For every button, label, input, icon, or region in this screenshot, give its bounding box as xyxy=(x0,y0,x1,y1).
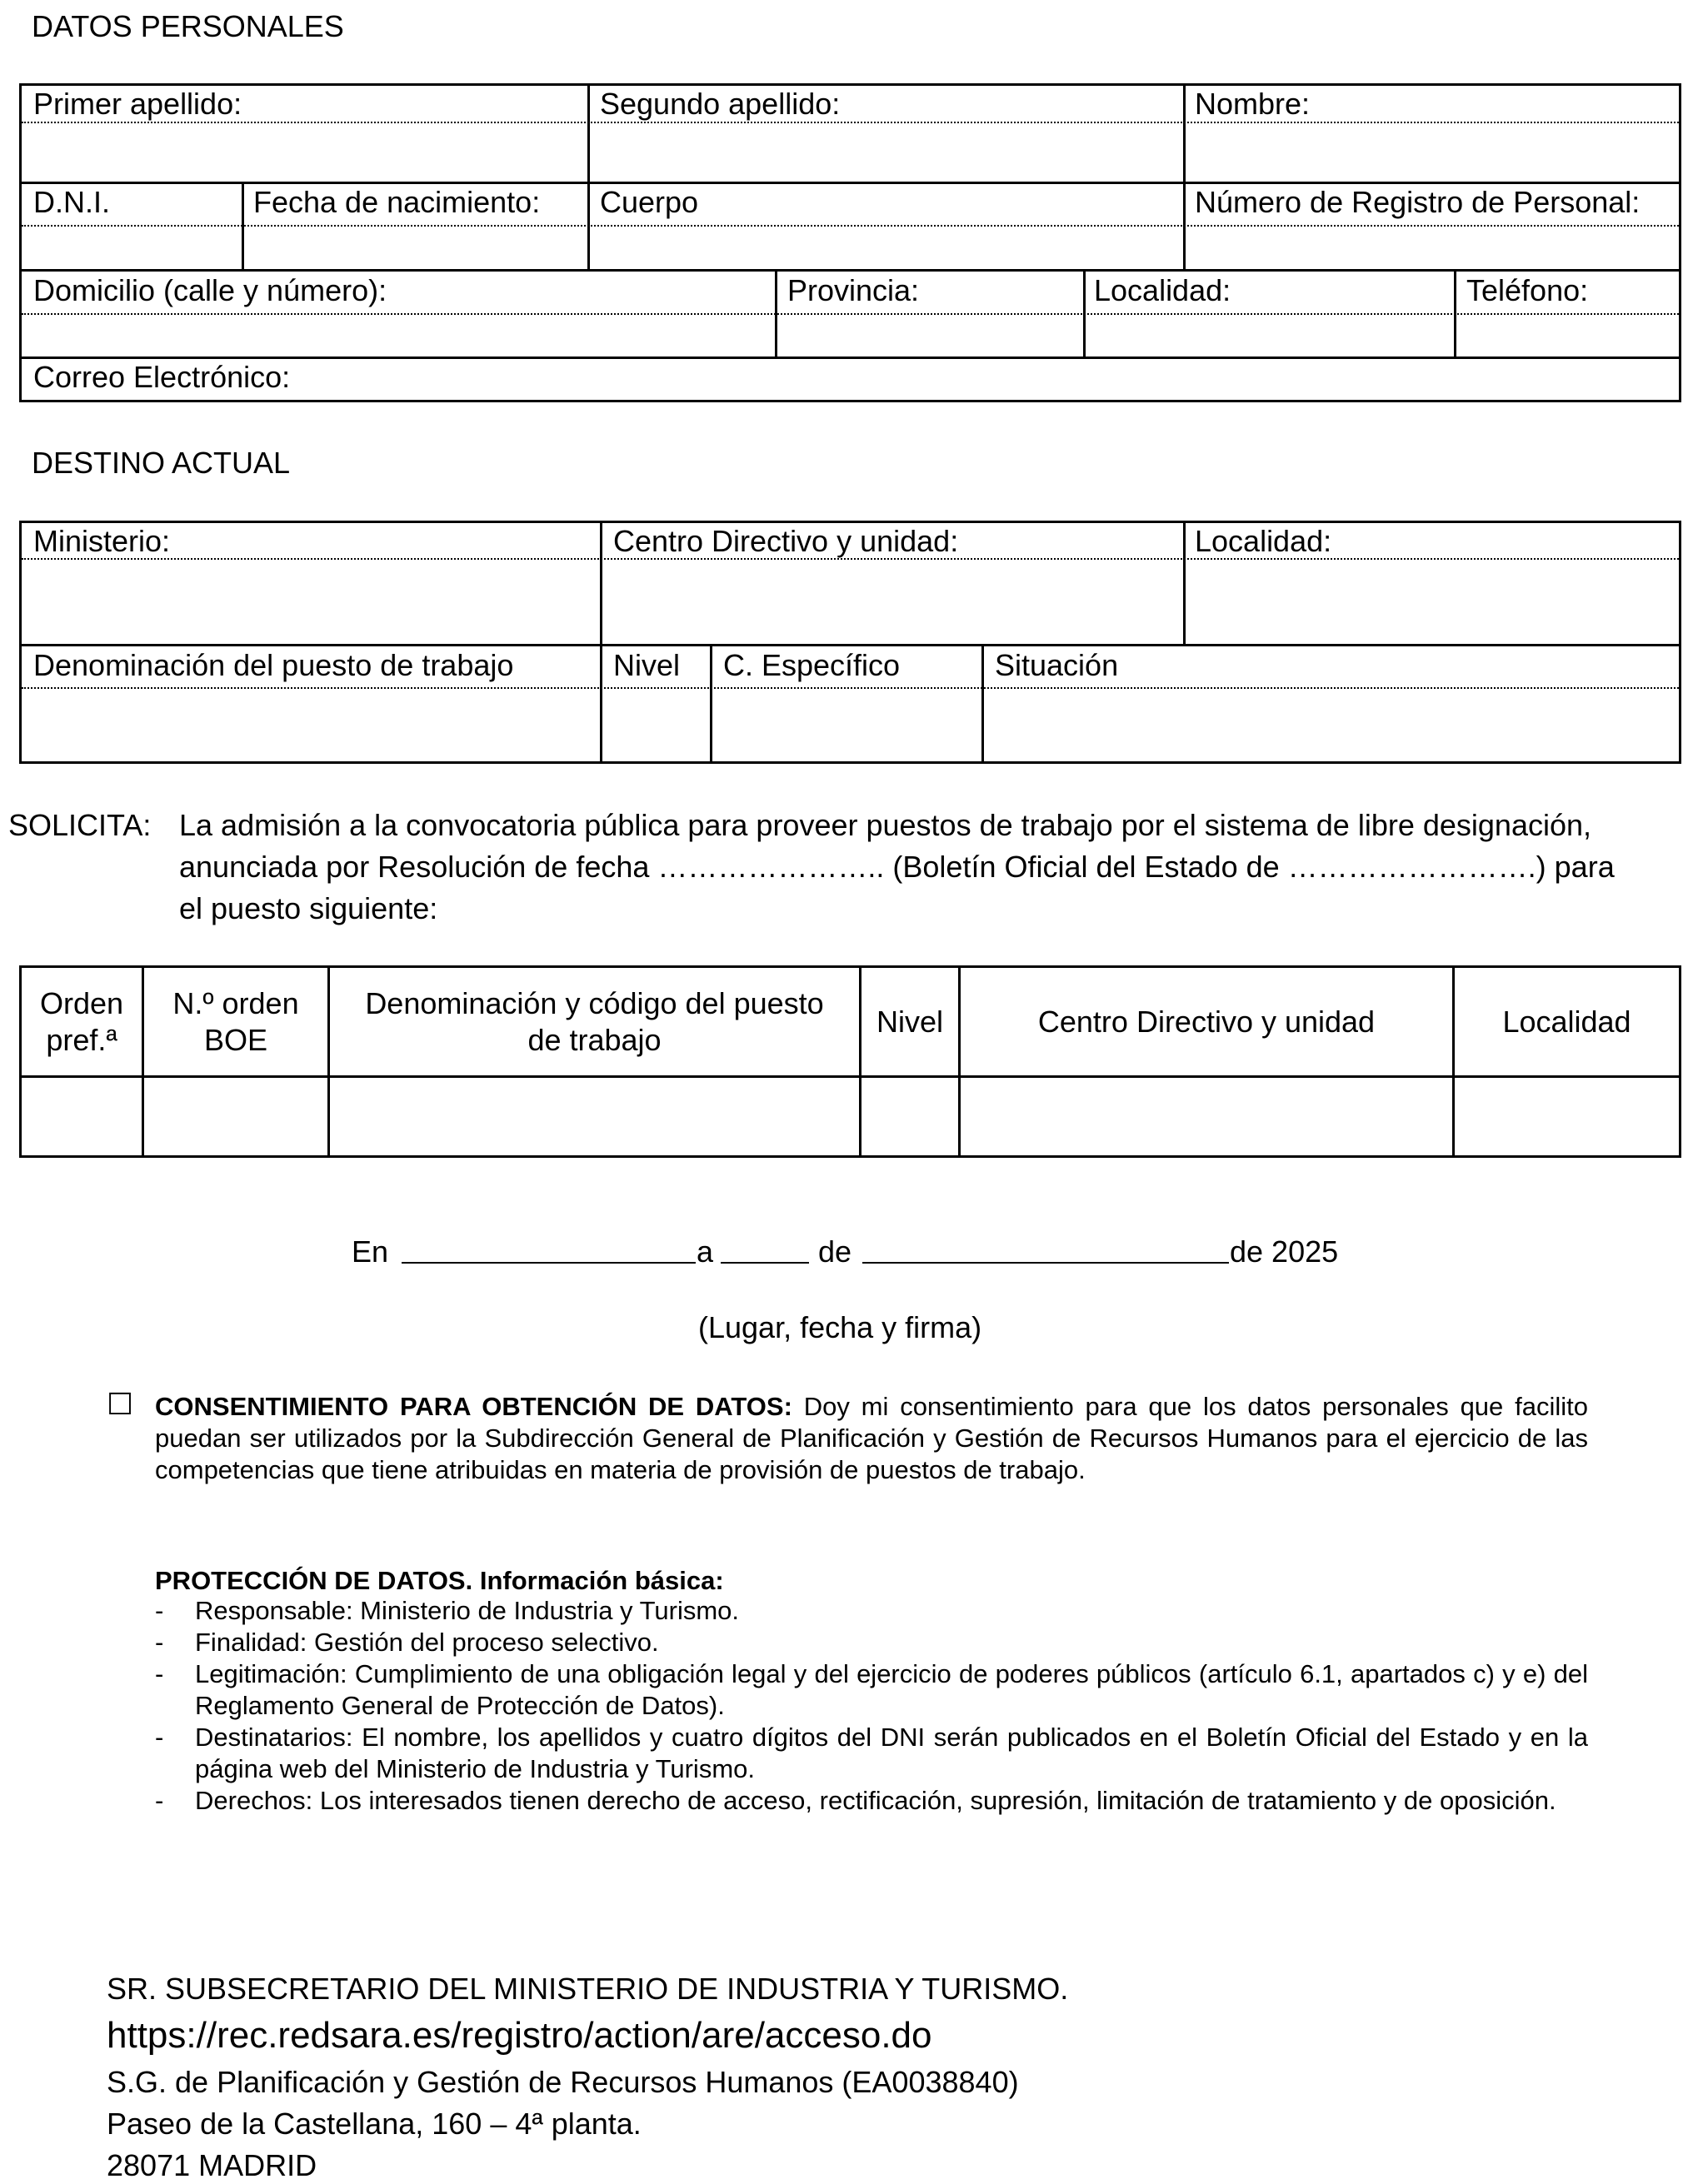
firma-year: de 2025 xyxy=(1230,1234,1339,1269)
label-nrp: Número de Registro de Personal: xyxy=(1195,185,1641,219)
section-title-destino: DESTINO ACTUAL xyxy=(32,446,291,480)
label-domicilio: Domicilio (calle y número): xyxy=(33,273,387,307)
label-denominacion-puesto: Denominación del puesto de trabajo xyxy=(33,648,514,682)
solicita-line-1: La admisión a la convocatoria pública para proveer puestos de trabajo por el sistema de libre designación, xyxy=(179,808,1592,842)
consent-checkbox[interactable]: ☐ xyxy=(107,1387,134,1421)
label-primer-apellido: Primer apellido: xyxy=(33,87,242,121)
localidad-field[interactable] xyxy=(1086,316,1451,355)
c-especifico-field[interactable] xyxy=(712,690,979,760)
dia-blank[interactable] xyxy=(721,1262,809,1264)
orden-boe-field[interactable] xyxy=(144,1078,327,1154)
primer-apellido-field[interactable] xyxy=(22,124,585,180)
header-orden-pref: Orden pref.ª xyxy=(39,986,124,1057)
consent-paragraph xyxy=(155,1391,1588,1486)
label-localidad: Localidad: xyxy=(1094,273,1231,307)
fecha-nacimiento-field[interactable] xyxy=(244,227,585,267)
mes-blank[interactable] xyxy=(862,1262,1229,1264)
label-fecha-nacimiento: Fecha de nacimiento: xyxy=(253,185,541,219)
puesto-nivel-field[interactable] xyxy=(861,1078,958,1154)
footer-department: S.G. de Planificación y Gestión de Recursos Humanos (EA0038840) xyxy=(107,2065,1019,2099)
label-provincia: Provincia: xyxy=(787,273,920,307)
domicilio-field[interactable] xyxy=(22,316,772,355)
consent-text: Doy mi consentimiento para que los datos personales que facilito puedan ser utilizados por la Subdirección General de Planificación y Gestión de Recursos Humanos para el ejercicio de las competencias que tiene atribuidas en materia de provisión de puestos de trabajo. xyxy=(155,1392,1588,1484)
solicita-line-3: el puesto siguiente: xyxy=(179,891,438,925)
correo-field[interactable] xyxy=(308,359,1677,398)
proteccion-title: PROTECCIÓN DE DATOS. Información básica: xyxy=(155,1566,724,1595)
label-ministerio: Ministerio: xyxy=(33,524,171,558)
label-c-especifico: C. Específico xyxy=(723,648,901,682)
label-localidad-destino: Localidad: xyxy=(1195,524,1332,558)
footer-street: Paseo de la Castellana, 160 – 4ª planta. xyxy=(107,2107,642,2141)
label-centro-directivo: Centro Directivo y unidad: xyxy=(613,524,959,558)
label-nombre: Nombre: xyxy=(1195,87,1311,121)
footer-city: 28071 MADRID xyxy=(107,2148,317,2182)
nombre-field[interactable] xyxy=(1186,124,1677,180)
consent-title: CONSENTIMIENTO PARA OBTENCIÓN DE DATOS: xyxy=(155,1392,792,1421)
denominacion-codigo-field[interactable] xyxy=(330,1078,859,1154)
label-dni: D.N.I. xyxy=(33,185,111,219)
centro-directivo-field[interactable] xyxy=(602,561,1181,642)
orden-pref-field[interactable] xyxy=(22,1078,142,1154)
section-title-personal: DATOS PERSONALES xyxy=(32,9,344,43)
solicita-line-2: anunciada por Resolución de fecha ………………….. (Boletín Oficial del Estado de …………………….) para xyxy=(179,850,1615,884)
proteccion-item: - Finalidad: Gestión del proceso selectivo. xyxy=(155,1628,659,1657)
solicita-label: SOLICITA: xyxy=(8,808,152,842)
header-localidad: Localidad xyxy=(1502,1004,1631,1039)
label-cuerpo: Cuerpo xyxy=(600,185,699,219)
proteccion-item: - Legitimación: Cumplimiento de una obligación legal y del ejercicio de poderes públicos (artículo 6.1, apartados c) y e) del Reglamento General de Protección de Datos). xyxy=(155,1659,1588,1720)
dni-field[interactable] xyxy=(22,227,239,267)
puesto-centro-field[interactable] xyxy=(961,1078,1452,1154)
header-denominacion-codigo: Denominación y código del puesto de trabajo xyxy=(365,986,824,1057)
telefono-field[interactable] xyxy=(1456,316,1677,355)
proteccion-item: - Destinatarios: El nombre, los apellidos y cuatro dígitos del DNI serán publicados en el Boletín Oficial del Estado y en la página web del Ministerio de Industria y Turismo. xyxy=(155,1723,1588,1783)
header-centro-directivo: Centro Directivo y unidad xyxy=(1037,1004,1376,1039)
label-correo: Correo Electrónico: xyxy=(33,360,291,394)
proteccion-item: - Derechos: Los interesados tienen derecho de acceso, rectificación, supresión, limitación de tratamiento y de oposición. xyxy=(155,1786,1556,1815)
situacion-field[interactable] xyxy=(984,690,1677,760)
nivel-field[interactable] xyxy=(602,690,707,760)
firma-a-label: a xyxy=(697,1234,714,1269)
footer-recipient: SR. SUBSECRETARIO DEL MINISTERIO DE INDUSTRIA Y TURISMO. xyxy=(107,1972,1069,2006)
provincia-field[interactable] xyxy=(777,316,1081,355)
label-segundo-apellido: Segundo apellido: xyxy=(600,87,841,121)
firma-de-label: de xyxy=(818,1234,852,1269)
proteccion-list xyxy=(155,1595,1588,1817)
label-telefono: Teléfono: xyxy=(1466,273,1589,307)
firma-caption: (Lugar, fecha y firma) xyxy=(698,1310,982,1344)
proteccion-item: - Responsable: Ministerio de Industria y Turismo. xyxy=(155,1596,740,1625)
denominacion-puesto-field[interactable] xyxy=(22,690,597,760)
cuerpo-field[interactable] xyxy=(590,227,1181,267)
puesto-localidad-field[interactable] xyxy=(1455,1078,1679,1154)
ministerio-field[interactable] xyxy=(22,561,597,642)
footer-url-link[interactable]: https://rec.redsara.es/registro/action/are/acceso.do xyxy=(107,2015,932,2056)
header-nivel: Nivel xyxy=(876,1004,943,1039)
nrp-field[interactable] xyxy=(1186,227,1677,267)
lugar-blank[interactable] xyxy=(402,1262,696,1264)
header-orden-boe: N.º orden BOE xyxy=(172,986,299,1057)
label-nivel: Nivel xyxy=(613,648,681,682)
label-situacion: Situación xyxy=(995,648,1119,682)
localidad-destino-field[interactable] xyxy=(1186,561,1677,642)
segundo-apellido-field[interactable] xyxy=(590,124,1181,180)
firma-en-label: En xyxy=(352,1234,389,1269)
